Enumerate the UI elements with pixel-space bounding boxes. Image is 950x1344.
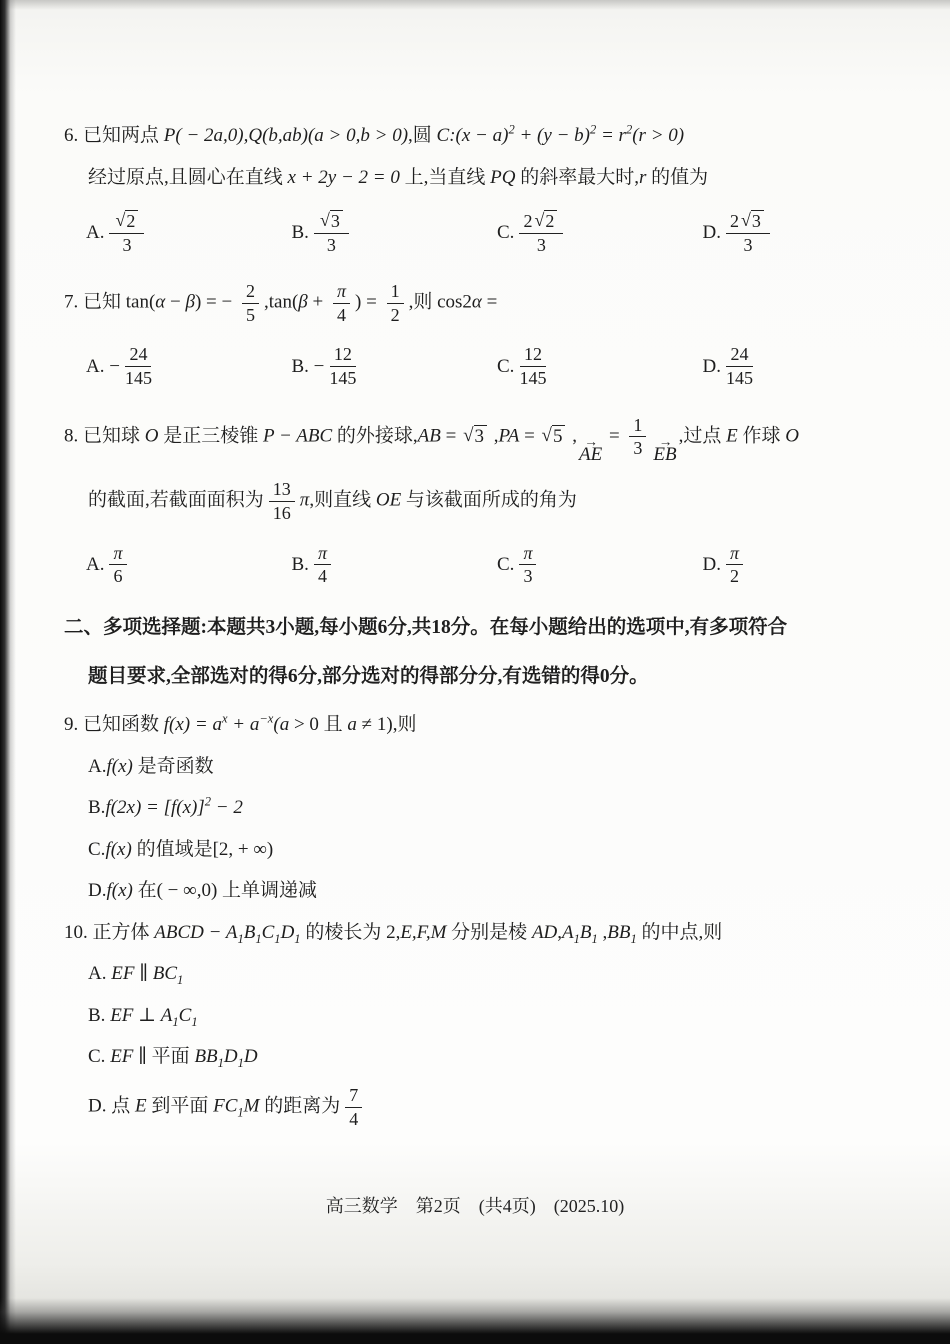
question-6-line-2 xyxy=(64,164,908,193)
math-run: β xyxy=(298,291,308,313)
superscript: 2 xyxy=(589,122,597,137)
scan-left-edge xyxy=(0,0,16,1344)
numerator xyxy=(314,210,349,234)
question-8-option-d xyxy=(703,543,909,588)
text-run: 与该截面所成的角为 xyxy=(401,489,577,511)
text-run: 的棱长为 2, xyxy=(300,921,401,943)
denominator xyxy=(114,565,123,587)
radical-sign: √ xyxy=(115,210,126,231)
math-run: O xyxy=(144,425,159,447)
math-run: E,F,M xyxy=(400,921,447,943)
text-run: 4 xyxy=(349,1108,359,1129)
math-run: π xyxy=(299,489,310,511)
text-run: ,则 xyxy=(392,714,417,736)
text-run: 24 xyxy=(730,344,749,365)
question-9-choice-b xyxy=(64,794,908,823)
superscript: 2 xyxy=(508,122,515,137)
text-run: 6 xyxy=(113,566,123,587)
numerator xyxy=(520,344,546,367)
text-run: 5 xyxy=(245,304,255,325)
text-run: 3 xyxy=(743,235,753,255)
radicand: 5 xyxy=(552,425,566,448)
superscript: 2 xyxy=(625,122,633,137)
text-run: C. xyxy=(88,1046,111,1068)
text-run: 1 xyxy=(390,281,400,301)
math-run: OE xyxy=(375,489,402,511)
text-run: 2 xyxy=(390,304,400,325)
text-run: B. xyxy=(291,553,309,575)
question-7-options xyxy=(64,339,908,395)
question-7-line-1 xyxy=(64,281,908,326)
math-run: D xyxy=(243,1046,258,1068)
math-run: x + 2y − 2 = 0 xyxy=(287,166,400,188)
vector xyxy=(578,433,603,466)
text-run: ) = xyxy=(355,291,382,313)
text-run: ,则直线 xyxy=(309,489,376,511)
text-run: 1 xyxy=(633,414,643,435)
question-10-choice-a xyxy=(64,960,908,989)
text-run: 是奇函数 xyxy=(132,755,214,777)
math-run: ABCD − A xyxy=(154,921,238,943)
math-run: π xyxy=(317,542,327,563)
text-run: 3 xyxy=(326,235,336,255)
text-run: 7 xyxy=(349,1084,359,1105)
fraction xyxy=(726,210,770,256)
question-9-stem xyxy=(64,711,908,740)
text-run: A. xyxy=(86,222,105,243)
text-run: ,则 cos2 xyxy=(408,291,472,313)
denominator xyxy=(273,502,291,524)
text-run: 145 xyxy=(519,368,547,388)
subscript: 1 xyxy=(630,931,637,946)
section-2-header-line-2 xyxy=(64,662,908,691)
text-run: 的斜率最大时, xyxy=(515,166,639,188)
vector-body: AE xyxy=(578,444,603,466)
text-run: > 0 且 xyxy=(289,714,348,736)
question-7-option-a xyxy=(86,344,292,389)
vector-arrow-icon: → xyxy=(658,433,672,449)
question-8-line-2 xyxy=(64,479,908,524)
text-run: C. xyxy=(497,222,515,243)
text-run: 二、多项选择题:本题共3小题,每小题6分,共18分。在每小题给出的选项中,有多项符合 xyxy=(64,616,788,638)
fraction xyxy=(333,281,350,326)
denominator xyxy=(519,367,546,389)
math-run: f(x) xyxy=(105,838,132,860)
math-run: AB xyxy=(417,425,441,447)
fraction xyxy=(314,210,349,256)
denominator xyxy=(537,234,546,256)
subscript: 1 xyxy=(191,1014,198,1029)
question-10-choice-b xyxy=(64,1002,908,1031)
math-run: π xyxy=(523,542,533,563)
text-run: 的值为 xyxy=(646,166,709,188)
text-run: C. xyxy=(88,838,106,860)
numerator xyxy=(519,210,563,234)
question-6-option-d xyxy=(703,210,909,256)
numerator xyxy=(269,479,295,502)
text-run: = xyxy=(519,425,540,447)
denominator xyxy=(125,367,152,389)
question-10-choice-d xyxy=(64,1085,908,1130)
question-8-line-1 xyxy=(64,415,908,467)
math-run: (a xyxy=(273,714,290,736)
text-run: B. xyxy=(88,797,106,819)
math-run: P( − 2a,0),Q(b,ab)(a > 0,b > 0) xyxy=(163,125,409,146)
radical xyxy=(115,210,138,232)
text-run: , xyxy=(567,425,577,447)
math-run: α xyxy=(471,291,482,313)
text-run: 3 xyxy=(122,235,132,255)
numerator xyxy=(109,543,126,566)
fraction xyxy=(629,415,646,460)
text-run: ,tan( xyxy=(264,291,299,313)
text-run: 经过原点,且圆心在直线 xyxy=(88,166,288,188)
math-run: a xyxy=(347,714,357,736)
superscript: 2 xyxy=(204,794,212,809)
math-run: π xyxy=(729,542,740,563)
text-run: C. xyxy=(497,553,515,575)
math-run: C xyxy=(261,921,275,943)
radical-sign: √ xyxy=(463,425,474,447)
text-run: 上,当直线 xyxy=(399,166,491,188)
text-run: , xyxy=(557,921,563,943)
math-run: D xyxy=(280,921,295,943)
fraction xyxy=(269,479,295,524)
question-9-choice-a xyxy=(64,753,908,782)
text-run: B. xyxy=(88,1004,111,1026)
fraction xyxy=(726,543,743,588)
math-run: PA xyxy=(498,425,520,447)
fraction xyxy=(387,281,404,326)
text-run: 2 xyxy=(730,566,740,587)
math-run: B xyxy=(579,921,592,943)
math-run: EF xyxy=(110,1004,134,1026)
radicand: 2 xyxy=(125,210,138,232)
fraction xyxy=(109,210,144,256)
radical xyxy=(320,210,343,232)
text-run: A. xyxy=(88,963,112,985)
text-run: 的外接球, xyxy=(332,425,418,447)
text-run: 7. 已知 tan( xyxy=(64,291,156,313)
math-run: + a xyxy=(227,714,260,736)
text-run: 4 xyxy=(317,566,327,587)
subscript: 1 xyxy=(591,931,598,946)
text-run: A. − xyxy=(86,355,120,377)
fraction xyxy=(519,210,563,256)
text-run: 到平面 xyxy=(146,1095,214,1117)
denominator xyxy=(329,367,356,389)
subscript: 1 xyxy=(217,1056,224,1071)
math-run: E xyxy=(134,1095,147,1117)
text-run: 13 xyxy=(272,479,291,500)
text-run: 分别是棱 xyxy=(446,921,532,943)
math-run: PQ xyxy=(490,166,516,188)
denominator xyxy=(327,234,336,256)
fraction xyxy=(329,344,356,389)
math-run: β xyxy=(185,291,195,313)
question-6-option-c xyxy=(497,210,703,256)
math-run: M xyxy=(243,1095,260,1117)
text-run: 2 xyxy=(729,211,739,232)
fraction xyxy=(242,281,259,326)
denominator xyxy=(743,234,752,256)
text-run: 145 xyxy=(329,368,357,388)
text-run: ,过点 xyxy=(678,425,727,447)
question-8-option-c xyxy=(497,543,703,588)
radical xyxy=(542,425,566,448)
radical-sign: √ xyxy=(541,425,552,447)
math-run: C xyxy=(178,1004,192,1026)
text-run: 题目要求,全部选对的得6分,部分选对的得部分分,有选错的得0分。 xyxy=(88,666,649,688)
fraction xyxy=(314,543,331,588)
vector-arrow-icon: → xyxy=(584,433,597,449)
numerator xyxy=(109,210,144,234)
text-run: ≠ 1) xyxy=(356,714,393,736)
numerator xyxy=(125,344,151,367)
fraction xyxy=(519,543,536,588)
question-6-options xyxy=(64,205,908,261)
math-run: EF xyxy=(111,963,135,985)
fraction xyxy=(125,344,152,389)
text-run: 2 xyxy=(523,211,533,232)
text-run: 3 xyxy=(536,235,546,255)
text-run: 3 xyxy=(523,566,533,587)
question-8-options xyxy=(64,537,908,593)
text-run: 的值域是[2, + ∞) xyxy=(131,838,274,860)
subscript: 1 xyxy=(237,931,244,946)
question-7-option-b xyxy=(292,344,498,389)
text-run: = xyxy=(481,291,498,313)
page-footer: 高三数学 第2页 (共4页) (2025.10) xyxy=(325,1196,625,1216)
numerator xyxy=(345,1085,362,1108)
radical-sign: √ xyxy=(534,210,545,231)
subscript: 1 xyxy=(573,931,580,946)
fraction xyxy=(519,344,546,389)
text-run: 的中点,则 xyxy=(636,921,723,943)
denominator xyxy=(633,437,642,459)
math-run: f(x) = a xyxy=(163,714,222,736)
math-run: P − ABC xyxy=(263,425,333,447)
question-7-option-d xyxy=(703,344,909,389)
math-run: A xyxy=(160,1004,173,1026)
denominator xyxy=(318,565,327,587)
text-run: D. 点 xyxy=(88,1095,135,1117)
vector-body: EB xyxy=(653,444,677,466)
text-run: = xyxy=(604,425,625,447)
radical xyxy=(463,425,487,448)
math-run: BC xyxy=(152,963,178,985)
superscript: x xyxy=(221,711,228,726)
text-run: 在( − ∞,0) 上单调递减 xyxy=(132,880,318,902)
text-run: , xyxy=(597,921,608,943)
question-8-option-a xyxy=(86,543,292,588)
question-9-choice-d xyxy=(64,877,908,906)
fraction xyxy=(726,344,753,389)
text-run: 16 xyxy=(272,503,291,524)
radical xyxy=(534,210,557,232)
subscript: 1 xyxy=(237,1105,244,1120)
numerator xyxy=(726,344,752,367)
subscript: 1 xyxy=(177,973,184,988)
fraction xyxy=(345,1085,362,1130)
math-run: A xyxy=(562,921,574,943)
scan-bottom-edge xyxy=(0,1298,950,1344)
text-run: 作球 xyxy=(737,425,786,447)
text-run: 10. 正方体 xyxy=(64,921,155,943)
math-run: B xyxy=(243,921,256,943)
math-run: (r > 0) xyxy=(632,125,685,146)
text-run: 2 xyxy=(245,281,255,301)
denominator xyxy=(726,367,753,389)
math-run: π xyxy=(113,542,123,563)
denominator xyxy=(523,565,532,587)
math-run: D xyxy=(223,1046,238,1068)
text-run: 4 xyxy=(337,304,347,325)
text-run: = xyxy=(440,425,462,447)
subscript: 1 xyxy=(237,1056,244,1071)
question-10-choice-c xyxy=(64,1043,908,1072)
text-run: 的距离为 xyxy=(259,1095,341,1117)
text-run: 24 xyxy=(129,344,148,365)
numerator xyxy=(726,210,770,234)
denominator xyxy=(337,304,346,326)
subscript: 1 xyxy=(172,1014,179,1029)
numerator xyxy=(726,543,743,566)
text-run: , xyxy=(489,425,499,447)
text-run: D. xyxy=(702,553,721,575)
text-run: 8. 已知球 xyxy=(64,425,145,447)
text-run: + xyxy=(307,291,328,313)
denominator xyxy=(122,234,131,256)
text-run: 9. 已知函数 xyxy=(64,714,164,736)
section-2-header-line-1 xyxy=(64,613,908,642)
numerator xyxy=(519,543,536,566)
math-run: f(x) xyxy=(106,880,133,902)
question-6-line-1 xyxy=(64,122,908,151)
math-run: − 2 xyxy=(211,797,243,819)
math-run: FC xyxy=(213,1095,238,1117)
text-run: 是正三棱锥 xyxy=(158,425,264,447)
text-run: 145 xyxy=(725,368,754,388)
vector xyxy=(653,433,677,466)
math-run: π xyxy=(336,281,347,301)
text-run: B. − xyxy=(291,355,325,377)
math-run: AD xyxy=(531,921,558,943)
text-run: 的截面,若截面面积为 xyxy=(88,489,264,511)
text-run: C. xyxy=(497,355,515,377)
math-run: + (y − b) xyxy=(514,125,590,146)
text-run: 6. 已知两点 xyxy=(64,125,164,146)
math-run: r xyxy=(638,166,647,188)
question-10-stem xyxy=(64,919,908,948)
numerator xyxy=(314,543,331,566)
numerator xyxy=(242,281,259,304)
numerator xyxy=(333,281,350,304)
text-run: 3 xyxy=(633,438,643,459)
text-run: ∥ xyxy=(134,963,153,985)
text-run: D. xyxy=(88,880,107,902)
radical-sign: √ xyxy=(741,210,751,231)
superscript: −x xyxy=(259,711,274,726)
radical-sign: √ xyxy=(319,210,330,231)
text-run: ) = − xyxy=(194,291,237,313)
text-run: ∥ 平面 xyxy=(133,1046,195,1068)
radicand: 2 xyxy=(544,210,557,232)
question-8-option-b xyxy=(292,543,498,588)
radicand: 3 xyxy=(330,210,343,232)
math-run: E xyxy=(726,425,738,447)
radicand: 3 xyxy=(751,210,764,232)
question-9-choice-c xyxy=(64,836,908,865)
fraction xyxy=(109,543,126,588)
text-run: ,圆 xyxy=(408,125,437,146)
denominator xyxy=(391,304,400,326)
text-run: ⊥ xyxy=(133,1004,161,1026)
radical xyxy=(741,210,764,232)
math-run: α xyxy=(155,291,166,313)
numerator xyxy=(330,344,356,367)
math-run: EF xyxy=(110,1046,134,1068)
math-run: f(2x) = [f(x)] xyxy=(105,797,205,819)
math-run: BB xyxy=(607,921,631,943)
question-6-option-b xyxy=(292,210,498,256)
math-run: O xyxy=(785,425,800,447)
denominator xyxy=(349,1108,358,1130)
math-run: BB xyxy=(194,1046,218,1068)
subscript: 1 xyxy=(274,931,281,946)
numerator xyxy=(629,415,646,438)
scan-top-shadow xyxy=(0,0,950,10)
subscript: 1 xyxy=(255,931,262,946)
question-7-option-c xyxy=(497,344,703,389)
text-run: − xyxy=(165,291,186,313)
denominator xyxy=(246,304,255,326)
text-run: D. xyxy=(702,355,721,377)
math-run: C:(x − a) xyxy=(436,125,509,146)
text-run: B. xyxy=(291,222,309,243)
text-run: A. xyxy=(88,755,107,777)
denominator xyxy=(730,565,739,587)
math-run: f(x) xyxy=(106,755,133,777)
text-run: 12 xyxy=(333,344,352,365)
exam-content xyxy=(64,122,908,1142)
question-6-option-a xyxy=(86,210,292,256)
text-run: D. xyxy=(702,222,721,243)
text-run: 145 xyxy=(124,368,152,388)
text-run: 12 xyxy=(523,344,542,365)
math-run: = r xyxy=(596,125,626,146)
subscript: 1 xyxy=(294,931,301,946)
text-run: A. xyxy=(86,553,105,575)
numerator xyxy=(387,281,404,304)
radicand: 3 xyxy=(474,425,488,448)
